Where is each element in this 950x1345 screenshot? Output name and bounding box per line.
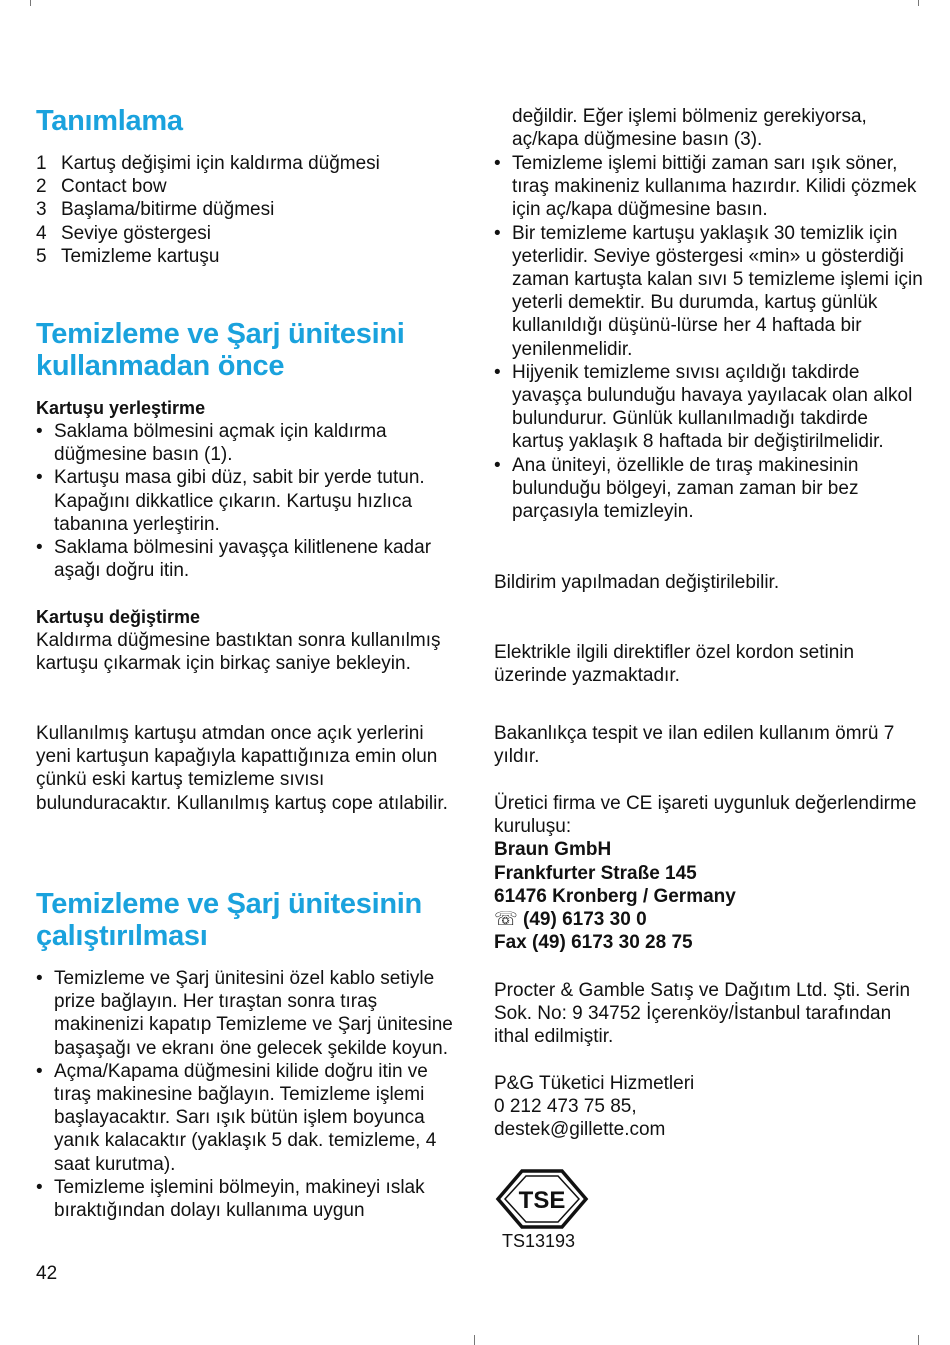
list-item: • Saklama bölmesini yavaşça kilitlenene kadar aşağı doğru itin. — [36, 536, 461, 582]
crop-mark — [918, 0, 919, 6]
list-item: 2 Contact bow — [36, 176, 167, 198]
continued-text: değildir. Eğer işlemi bölmeniz gerekiyorsa, aç/kapa düğmesine basın (3). — [512, 106, 867, 151]
directives-text: Elektrikle ilgili direktifler özel kordon setinin üzerinde yazmaktadır. — [494, 642, 855, 687]
section-title-tanimlama: Tanımlama — [36, 105, 183, 137]
tse-standard-code: TS13193 — [502, 1231, 576, 1251]
manufacturer-intro: Üretici firma ve CE işareti uygunluk değerlendirme kuruluşu: — [494, 793, 917, 838]
operation-steps-continued — [494, 152, 924, 523]
tse-logo-text: TSE — [518, 1187, 566, 1214]
page-number: 42 — [36, 1263, 58, 1284]
crop-mark — [30, 0, 31, 6]
company-fax: Fax (49) 6173 30 28 75 — [494, 932, 693, 954]
service-phone: 0 212 473 75 85, — [494, 1096, 637, 1118]
crop-mark — [474, 1335, 475, 1345]
company-street: Frankfurter Straße 145 — [494, 862, 697, 884]
list-item: 1 Kartuş değişimi için kaldırma düğmesi — [36, 153, 380, 174]
replace-cartridge-text: Kaldırma düğmesine bastıktan sonra kullanılmış kartuşu çıkarmak için birkaç saniye bekleyin. — [36, 630, 441, 675]
subheading-replace-cartridge: Kartuşu değiştirme — [36, 607, 201, 627]
list-item: 4 Seviye göstergesi — [36, 222, 211, 244]
list-item: • Temizleme işlemini bölmeyin, makineyi ıslak bıraktığından dolayı kullanıma uygun — [36, 1176, 461, 1222]
list-item: • Saklama bölmesini açmak için kaldırma düğmesine basın (1). — [36, 420, 461, 466]
list-item: • Hijyenik temizleme sıvısı açıldığı takdirde yavaşça bulunduğu havaya yayılacak olan alkol bulundurur. Günlük kullanılmadığı takdirde kartuş yaklaşık 8 haftada bir değiştirilmelidir. — [494, 361, 924, 454]
lifetime-text: Bakanlıkça tespit ve ilan edilen kullanım ömrü 7 yıldır. — [494, 723, 895, 768]
subheading-insert-cartridge: Kartuşu yerleştirme — [36, 398, 206, 418]
tse-logo-icon — [494, 1168, 590, 1230]
list-item: • Açma/Kapama düğmesini kilide doğru itin ve tıraş makinesine bağlayın. Temizleme işlemi başlayacaktır. Sarı ışık bütün işlem boyunca yanık kalacaktır (yaklaşık 5 dak. temizleme, 4 saat kurutma). — [36, 1060, 461, 1176]
list-item: 3 Başlama/bitirme düğmesi — [36, 199, 275, 221]
parts-list — [36, 152, 380, 268]
change-notice: Bildirim yapılmadan değiştirilebilir. — [494, 572, 780, 593]
list-item: • Ana üniteyi, özellikle de tıraş makinesinin bulunduğu bölgeyi, zaman zaman bir bez parçasıyla temizleyin. — [494, 454, 924, 524]
importer-text: Procter & Gamble Satış ve Dağıtım Ltd. Şti. Serin Sok. No: 9 34752 İçerenköy/İstanbul tarafından ithal edilmiştir. — [494, 980, 911, 1048]
section-title-before-use: Temizleme ve Şarj ünitesini kullanmadan önce — [36, 318, 405, 382]
operation-steps — [36, 967, 461, 1222]
list-item: • Temizleme işlemi bittiği zaman sarı ışık söner, tıraş makineniz kullanıma hazırdır. Kilidi çözmek için aç/kapa düğmesine basın. — [494, 152, 924, 222]
insert-cartridge-steps — [36, 420, 461, 582]
company-phone: ☏ (49) 6173 30 0 — [494, 909, 647, 931]
company-name: Braun GmbH — [494, 839, 612, 861]
company-city: 61476 Kronberg / Germany — [494, 885, 736, 907]
manufacturer-block — [494, 792, 919, 954]
service-title: P&G Tüketici Hizmetleri — [494, 1073, 695, 1094]
list-item: • Kartuşu masa gibi düz, sabit bir yerde tutun. Kapağını dikkatlice çıkarın. Kartuşu hızlıca tabanına yerleştirin. — [36, 466, 461, 536]
section-title-operation: Temizleme ve Şarj ünitesinin çalıştırılması — [36, 888, 422, 952]
disposal-text: Kullanılmış kartuşu atmdan once açık yerlerini yeni kartuşun kapağıyla kapattığınıza emin olun çünkü eski kartuş temizleme sıvısı bulunduracaktır. Kullanılmış kartuş cope atılabilir. — [36, 723, 448, 814]
customer-service-block — [494, 1072, 919, 1142]
list-item: • Temizleme ve Şarj ünitesini özel kablo setiyle prize bağlayın. Her tıraştan sonra tıraş makinenizi kapatıp Temizleme ve Şarj ünitesine başaşağı ve ekranı öne gelecek şekilde koyun. — [36, 967, 461, 1060]
service-email: destek@gillette.com — [494, 1119, 666, 1141]
list-item: • Bir temizleme kartuşu yaklaşık 30 temizlik için yeterlidir. Seviye göstergesi «min» u gösterdiği zaman kartuşta kalan sıvı 5 temizleme işlemi için yeterli demektir. Bu durumda, kartuş günlük kullanıldığı düşünü-lürse her 4 haftada bir yenilenmelidir. — [494, 222, 924, 361]
list-item: 5 Temizleme kartuşu — [36, 245, 220, 267]
crop-mark — [918, 1335, 919, 1345]
